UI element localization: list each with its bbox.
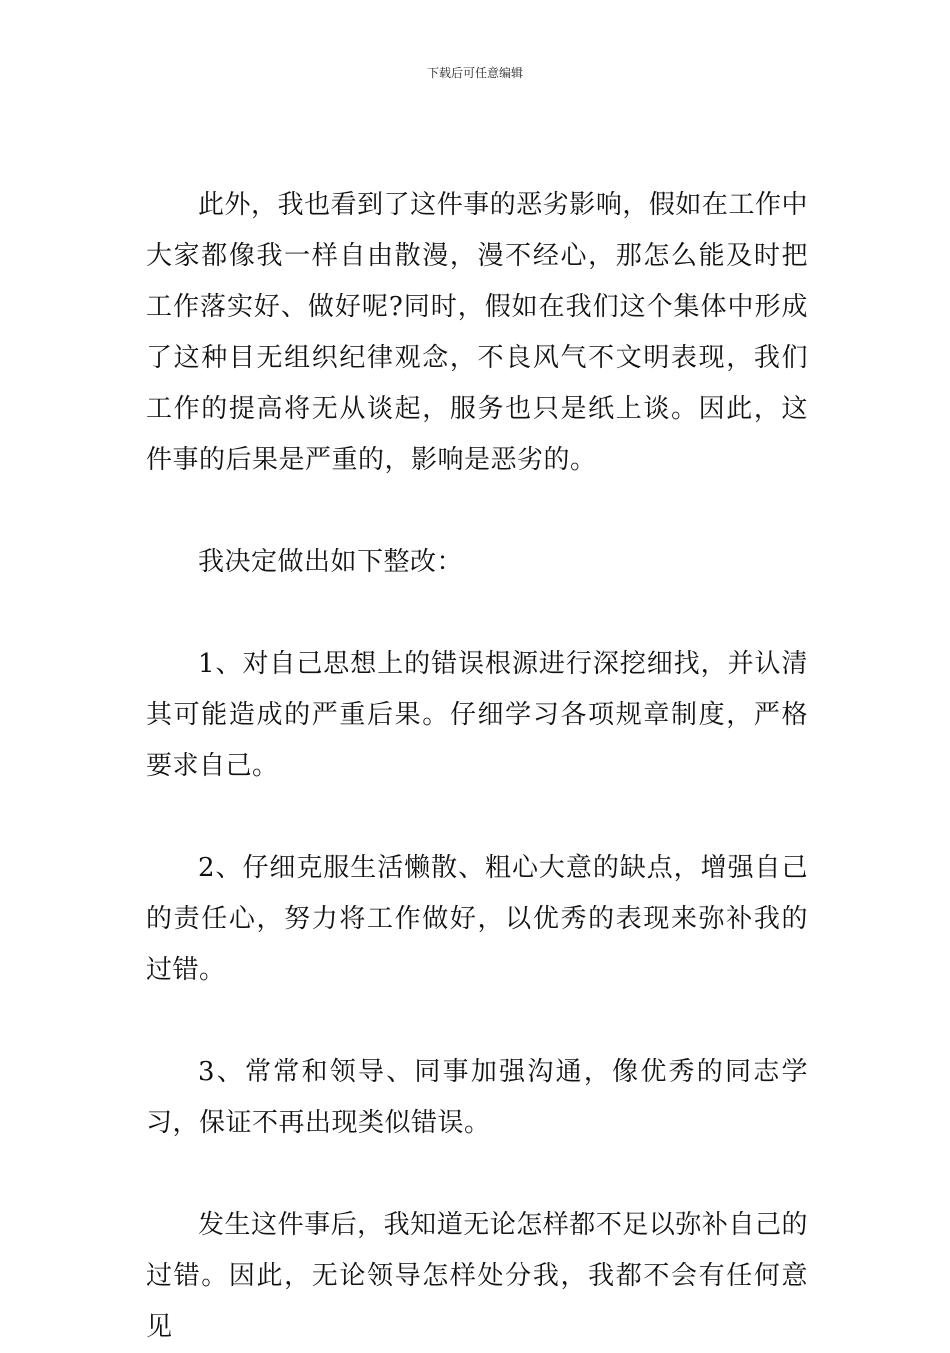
paragraph-consequences: 此外，我也看到了这件事的恶劣影响，假如在工作中大家都像我一样自由散漫，漫不经心，那怎么能及时把工作落实好、做好呢?同时，假如在我们这个集体中形成了这种目无组织纪律观念，不良风气不文明表现，我们工作的提高将无从谈起，服务也只是纸上谈。因此，这件事的后果是严重的，影响是恶劣的。: [146, 190, 808, 475]
paragraph-item-3: 3、常常和领导、同事加强沟通，像优秀的同志学习，保证不再出现类似错误。: [146, 1057, 808, 1138]
paragraph-item-1: 1、对自己思想上的错误根源进行深挖细找，并认清其可能造成的严重后果。仔细学习各项规章制度，严格要求自己。: [146, 649, 808, 781]
paragraph-closing: 发生这件事后，我知道无论怎样都不足以弥补自己的过错。因此，无论领导怎样处分我，我都不会有任何意见: [146, 1210, 808, 1342]
paragraph-item-2: 2、仔细克服生活懒散、粗心大意的缺点，增强自己的责任心，努力将工作做好，以优秀的表现来弥补我的过错。: [146, 853, 808, 985]
document-body: [146, 180, 808, 1353]
paragraph-rectification-intro: 我决定做出如下整改：: [198, 547, 464, 577]
page-header: 下载后可任意编辑: [426, 66, 523, 80]
